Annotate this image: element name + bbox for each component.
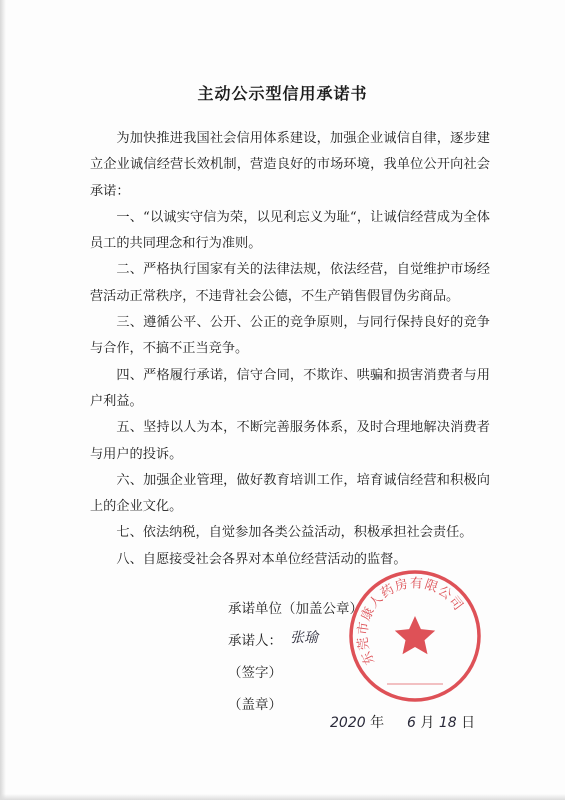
pledge-item-5: 五、坚持以人为本，不断完善服务体系，及时合理地解决消费者与用户的投诉。 xyxy=(90,420,490,462)
scan-bottom-edge xyxy=(0,794,565,800)
company-seal xyxy=(345,566,485,706)
scan-left-edge xyxy=(0,0,6,800)
pledge-item-4: 四、严格履行承诺，信守合同，不欺诈、哄骗和损害消费者与用户利益。 xyxy=(90,367,490,409)
date-month: 6 xyxy=(407,715,416,731)
pledge-item-7: 七、依法纳税，自觉参加各类公益活动，积极承担社会责任。 xyxy=(116,525,473,541)
promisor-signature: 张瑜 xyxy=(290,630,318,646)
pledge-item-1: 一、“以诚实守信为荣，以见利忘义为耻“，让诚信经营成为全体员工的共同理念和行为准则。 xyxy=(90,209,490,252)
pledge-item-6: 六、加强企业管理，做好教育培训工作，培育诚信经营和积极向上的企业文化。 xyxy=(90,472,490,515)
signature-note: （签字） xyxy=(228,665,282,681)
sign-date xyxy=(330,712,475,732)
date-day-unit: 日 xyxy=(461,715,476,731)
seal-note: （盖章） xyxy=(228,697,282,713)
document-body xyxy=(90,126,490,573)
promisor-label: 承诺人： xyxy=(228,633,282,649)
intro-paragraph: 为加快推进我国社会信用体系建设，加强企业诚信自律，逐步建立企业诚信经营长效机制，营造良好的市场环境，我单位公开向社会承诺： xyxy=(90,131,490,199)
date-year: 2020 xyxy=(330,715,366,731)
pledge-item-8: 八、自愿接受社会各界对本单位经营活动的监督。 xyxy=(116,551,407,567)
document-title: 主动公示型信用承诺书 xyxy=(197,84,368,103)
pledge-item-2: 二、严格执行国家有关的法律法规，依法经营，自觉维护市场经营活动正常秩序，不违背社会公德，不生产销售假冒伪劣商品。 xyxy=(90,262,490,304)
promising-unit-label: 承诺单位（加盖公章） xyxy=(228,601,363,617)
pledge-item-3: 三、遵循公平、公开、公正的竞争原则，与同行保持良好的竞争与合作，不搞不正当竞争。 xyxy=(90,315,490,357)
date-month-unit: 月 xyxy=(420,715,435,731)
date-year-unit: 年 xyxy=(370,715,385,731)
date-day: 18 xyxy=(438,715,457,731)
svg-text:东莞市康人药房有限公司: 东莞市康人药房有限公司 xyxy=(355,576,466,667)
